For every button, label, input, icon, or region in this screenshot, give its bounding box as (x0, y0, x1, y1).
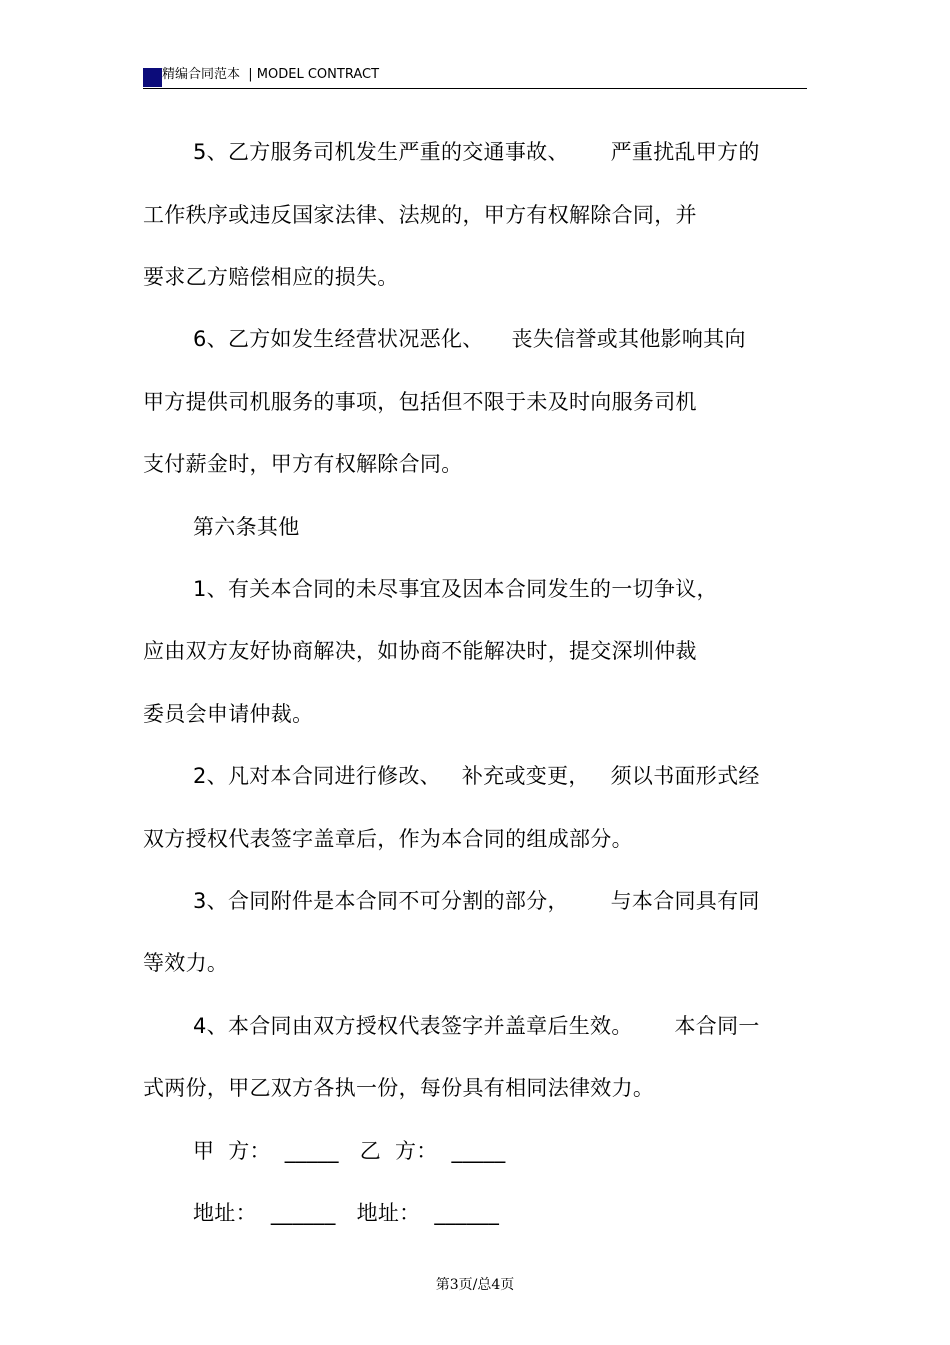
clause-line: 2、凡对本合同进行修改、 补充或变更， 须以书面形式经 (193, 764, 760, 788)
clause-line: 双方授权代表签字盖章后，作为本合同的组成部分。 (143, 827, 633, 851)
clause-line: 要求乙方赔偿相应的损失。 (143, 265, 399, 289)
logo-square-icon (143, 68, 162, 87)
clause-line: 支付薪金时，甲方有权解除合同。 (143, 452, 463, 476)
page-number: 第3页/总4页 (435, 1277, 515, 1293)
clause-line: 5、乙方服务司机发生严重的交通事故、 严重扰乱甲方的 (193, 140, 760, 164)
header-title: 精编合同范本 | MODEL CONTRACT (162, 67, 380, 82)
clause-line: 1、有关本合同的未尽事宜及因本合同发生的一切争议， (193, 577, 718, 601)
page-header (143, 64, 807, 89)
clause-line: 甲方提供司机服务的事项，包括但不限于未及时向服务司机 (143, 390, 697, 414)
clause-line: 等效力。 (143, 951, 229, 975)
clause-line: 4、本合同由双方授权代表签字并盖章后生效。 本合同一 (193, 1014, 760, 1038)
clause-line: 委员会申请仲裁。 (143, 702, 314, 726)
clause-line: 3、合同附件是本合同不可分割的部分， 与本合同具有同 (193, 889, 760, 913)
clause-line: 应由双方友好协商解决，如协商不能解决时，提交深圳仲裁 (143, 639, 697, 663)
clause-line: 式两份，甲乙双方各执一份，每份具有相同法律效力。 (143, 1076, 655, 1100)
address-signature-line: 地址： ______ 地址： ______ (193, 1201, 500, 1225)
clause-line: 工作秩序或违反国家法律、法规的，甲方有权解除合同，并 (143, 203, 697, 227)
party-signature-line: 甲 方： _____ 乙 方： _____ (193, 1139, 506, 1163)
clause-line: 6、乙方如发生经营状况恶化、 丧失信誉或其他影响其向 (193, 327, 746, 351)
section-heading: 第六条其他 (193, 515, 300, 539)
